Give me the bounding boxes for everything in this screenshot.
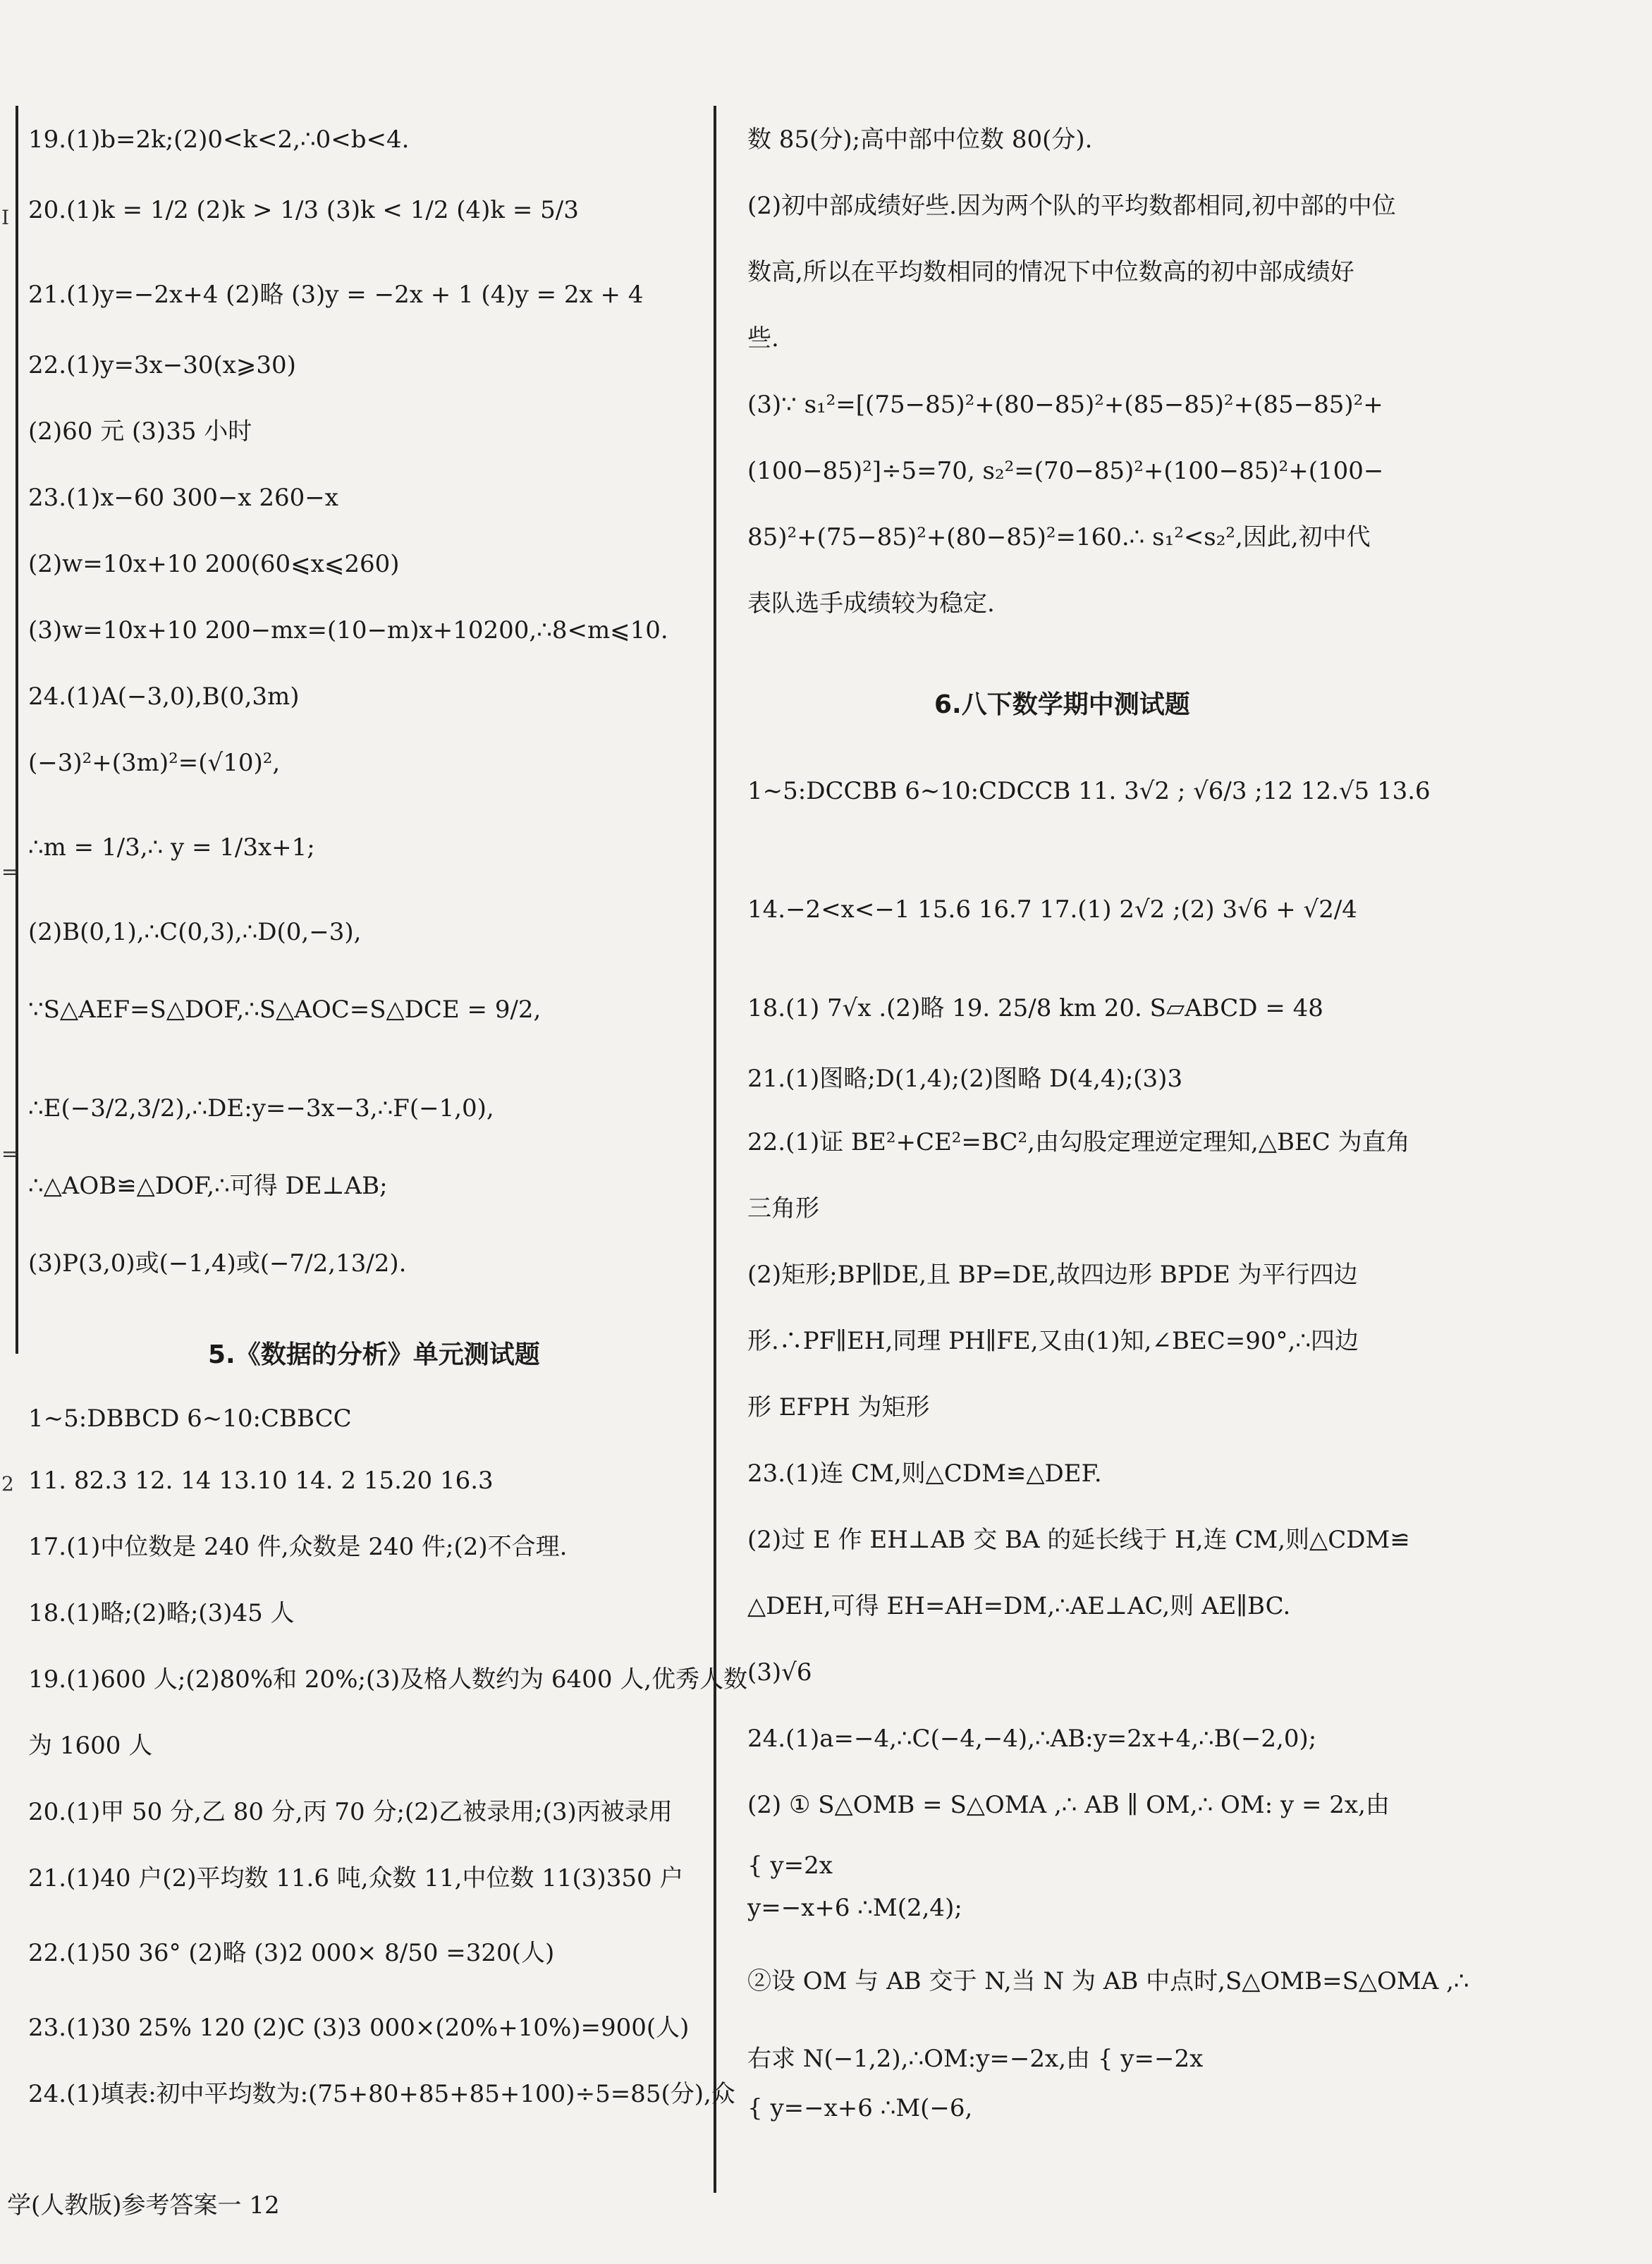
answer-line: (3)w=10x+10 200−mx=(10−m)x+10200,∴8<m⩽10. <box>28 616 668 644</box>
answer-line: 23.(1)30 25% 120 (2)C (3)3 000×(20%+10%)=900(人) <box>28 2014 690 2042</box>
answer-line: (100−85)²]÷5=70, s₂²=(70−85)²+(100−85)²+(100− <box>747 457 1384 485</box>
answer-line: (2) ① S△OMB = S△OMA ,∴ AB ∥ OM,∴ OM: y = 2x,由 <box>747 1791 1390 1819</box>
answer-line: 85)²+(75−85)²+(80−85)²=160.∴ s₁²<s₂²,因此,初中代 <box>747 523 1371 551</box>
edge-mark: 2 <box>1 1472 14 1495</box>
answer-line: (2)60 元 (3)35 小时 <box>28 417 252 446</box>
answer-line: 19.(1)b=2k;(2)0<k<2,∴0<b<4. <box>28 126 410 154</box>
edge-mark: = <box>1 860 18 883</box>
answer-line: 20.(1)甲 50 分,乙 80 分,丙 70 分;(2)乙被录用;(3)丙被录用 <box>28 1798 673 1826</box>
section-heading: 6.八下数学期中测试题 <box>934 690 1190 719</box>
answer-line: ∴m = 1/3,∴ y = 1/3x+1; <box>28 833 315 862</box>
answer-line: (2)初中部成绩好些.因为两个队的平均数都相同,初中部的中位 <box>747 192 1396 220</box>
answer-line: (3)P(3,0)或(−1,4)或(−7/2,13/2). <box>28 1249 407 1278</box>
answer-line: △DEH,可得 EH=AH=DM,∴AE⊥AC,则 AE∥BC. <box>747 1592 1291 1620</box>
answer-line: 24.(1)a=−4,∴C(−4,−4),∴AB:y=2x+4,∴B(−2,0); <box>747 1725 1317 1753</box>
edge-mark: = <box>1 1142 18 1165</box>
answer-line: 21.(1)y=−2x+4 (2)略 (3)y = −2x + 1 (4)y = 2x + 4 <box>28 281 644 309</box>
answer-line: 表队选手成绩较为稳定. <box>747 589 995 618</box>
answer-line: 21.(1)图略;D(1,4);(2)图略 D(4,4);(3)3 <box>747 1065 1183 1093</box>
answer-line: 21.(1)40 户(2)平均数 11.6 吨,众数 11,中位数 11(3)350 户 <box>28 1864 684 1892</box>
answer-line: ②设 OM 与 AB 交于 N,当 N 为 AB 中点时,S△OMB=S△OMA ,∴ <box>747 1967 1469 1995</box>
answer-line: (2)w=10x+10 200(60⩽x⩽260) <box>28 550 400 578</box>
answer-line: 14.−2<x<−1 15.6 16.7 17.(1) 2√2 ;(2) 3√6 + √2/4 <box>747 895 1357 924</box>
answer-line: (3)∵ s₁²=[(75−85)²+(80−85)²+(85−85)²+(85−85)²+ <box>747 391 1383 419</box>
answer-line: 右求 N(−1,2),∴OM:y=−2x,由 { y=−2x <box>747 2045 1204 2073</box>
answer-line: 23.(1)连 CM,则△CDM≌△DEF. <box>747 1460 1102 1488</box>
answer-line: 24.(1)A(−3,0),B(0,3m) <box>28 683 300 711</box>
answer-line: 23.(1)x−60 300−x 260−x <box>28 484 338 512</box>
answer-line: (3)√6 <box>747 1658 812 1687</box>
edge-mark: I <box>1 206 10 229</box>
page-footer: 学(人教版)参考答案一 12 <box>7 2191 280 2220</box>
answer-line: { y=−x+6 ∴M(−6, <box>747 2094 973 2122</box>
answer-line: 形 EFPH 为矩形 <box>747 1393 930 1421</box>
section-heading: 5.《数据的分析》单元测试题 <box>208 1340 540 1369</box>
center-column-rule <box>714 106 716 2193</box>
answer-line: 17.(1)中位数是 240 件,众数是 240 件;(2)不合理. <box>28 1533 568 1561</box>
answer-line: 些. <box>747 324 779 353</box>
answer-line: 22.(1)y=3x−30(x⩾30) <box>28 351 296 379</box>
answer-line: (−3)²+(3m)²=(√10)², <box>28 749 281 777</box>
answer-line: 数高,所以在平均数相同的情况下中位数高的初中部成绩好 <box>747 258 1354 286</box>
answer-line: y=−x+6 ∴M(2,4); <box>747 1894 962 1922</box>
answer-line: 18.(1)略;(2)略;(3)45 人 <box>28 1599 295 1627</box>
answer-line: 形.∴PF∥EH,同理 PH∥FE,又由(1)知,∠BEC=90°,∴四边 <box>747 1327 1359 1355</box>
answer-line: (2)B(0,1),∴C(0,3),∴D(0,−3), <box>28 918 362 946</box>
answer-line: 11. 82.3 12. 14 13.10 14. 2 15.20 16.3 <box>28 1467 494 1495</box>
answer-line: 数 85(分);高中部中位数 80(分). <box>747 126 1093 154</box>
answer-line: 为 1600 人 <box>28 1732 153 1760</box>
answer-line: 20.(1)k = 1/2 (2)k > 1/3 (3)k < 1/2 (4)k = 5/3 <box>28 196 579 224</box>
answer-line: 18.(1) 7√x .(2)略 19. 25/8 km 20. S▱ABCD = 48 <box>747 994 1323 1022</box>
answer-line: 19.(1)600 人;(2)80%和 20%;(3)及格人数约为 6400 人,优秀人数 <box>28 1665 748 1694</box>
answer-line: ∴△AOB≌△DOF,∴可得 DE⊥AB; <box>28 1172 388 1200</box>
answer-line: 22.(1)证 BE²+CE²=BC²,由勾股定理逆定理知,△BEC 为直角 <box>747 1128 1410 1156</box>
answer-line: { y=2x <box>747 1852 833 1880</box>
left-margin-rule <box>16 106 18 1354</box>
answer-line: (2)过 E 作 EH⊥AB 交 BA 的延长线于 H,连 CM,则△CDM≌ <box>747 1526 1410 1554</box>
answer-line: 24.(1)填表:初中平均数为:(75+80+85+85+100)÷5=85(分),众 <box>28 2080 735 2108</box>
answer-line: 22.(1)50 36° (2)略 (3)2 000× 8/50 =320(人) <box>28 1939 555 1967</box>
answer-line: 三角形 <box>747 1194 819 1223</box>
answer-line: ∴E(−3/2,3/2),∴DE:y=−3x−3,∴F(−1,0), <box>28 1094 494 1122</box>
answer-line: (2)矩形;BP∥DE,且 BP=DE,故四边形 BPDE 为平行四边 <box>747 1261 1358 1289</box>
answer-line: 1∼5:DBBCD 6∼10:CBBCC <box>28 1405 352 1433</box>
answer-line: ∵S△AEF=S△DOF,∴S△AOC=S△DCE = 9/2, <box>28 996 542 1024</box>
answer-line: 1∼5:DCCBB 6∼10:CDCCB 11. 3√2 ; √6/3 ;12 12.√5 13.6 <box>747 777 1431 805</box>
